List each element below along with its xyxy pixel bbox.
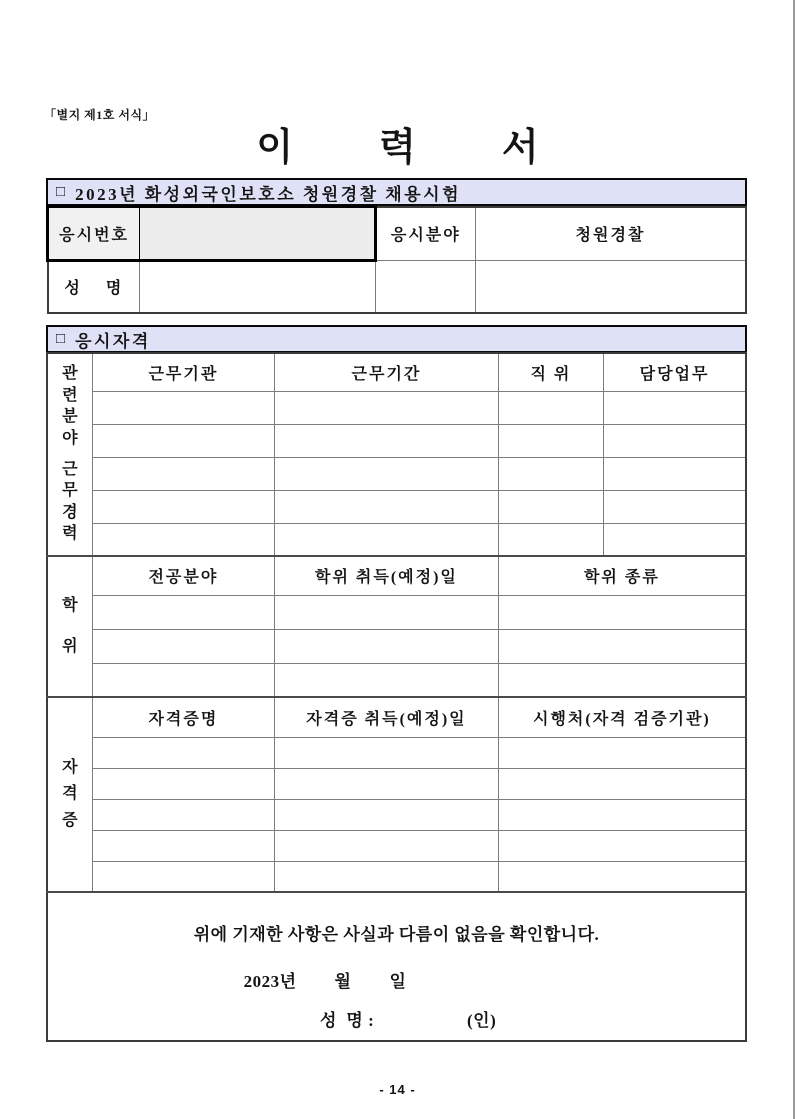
square-bullet-icon: □ bbox=[56, 330, 66, 347]
empty-cell bbox=[498, 391, 603, 424]
empty-cell bbox=[604, 490, 746, 523]
empty-cell bbox=[92, 391, 275, 424]
declaration-date-line: 2023년 월 일 bbox=[243, 972, 407, 991]
empty-cell bbox=[275, 799, 499, 830]
column-header: 학위 종류 bbox=[498, 556, 746, 595]
empty-row bbox=[47, 663, 746, 697]
qualifications-table bbox=[46, 352, 747, 1042]
empty-cell bbox=[92, 799, 275, 830]
empty-cell bbox=[498, 768, 746, 799]
empty-cell bbox=[498, 830, 746, 861]
empty-cell bbox=[275, 391, 499, 424]
section1-title: 2023년 화성외국인보호소 청원경찰 채용시험 bbox=[75, 184, 461, 204]
exam-field-label: 응시분야 bbox=[375, 207, 475, 261]
empty-cell bbox=[275, 523, 499, 556]
empty-cell bbox=[92, 595, 275, 629]
empty-row bbox=[47, 523, 746, 556]
empty-cell bbox=[475, 261, 746, 313]
degree-header-row bbox=[47, 556, 746, 595]
name-row bbox=[48, 261, 747, 313]
certificate-row-label bbox=[47, 697, 92, 892]
empty-row bbox=[47, 830, 746, 861]
degree-block bbox=[47, 556, 746, 697]
empty-cell bbox=[275, 663, 499, 697]
section1-header-bar bbox=[46, 178, 747, 206]
empty-cell bbox=[92, 663, 275, 697]
empty-cell bbox=[92, 861, 275, 892]
empty-cell bbox=[92, 523, 275, 556]
empty-cell bbox=[375, 261, 475, 313]
empty-cell bbox=[92, 737, 275, 768]
empty-cell bbox=[604, 391, 746, 424]
page-edge-line bbox=[793, 0, 795, 1119]
exam-number-input[interactable] bbox=[140, 207, 376, 261]
empty-cell bbox=[498, 737, 746, 768]
declaration-signature-line bbox=[48, 1006, 745, 1031]
seal-mark: (인) bbox=[467, 1011, 497, 1030]
empty-row bbox=[47, 391, 746, 424]
empty-cell bbox=[275, 490, 499, 523]
declaration-row bbox=[47, 892, 746, 1041]
empty-cell bbox=[498, 424, 603, 457]
empty-cell bbox=[604, 523, 746, 556]
column-header: 근무기간 bbox=[275, 353, 499, 391]
section2-header-bar bbox=[46, 325, 747, 353]
empty-cell bbox=[275, 768, 499, 799]
empty-cell bbox=[92, 490, 275, 523]
empty-row bbox=[47, 424, 746, 457]
column-header: 시행처(자격 검증기관) bbox=[498, 697, 746, 737]
empty-cell bbox=[604, 424, 746, 457]
declaration-cell bbox=[47, 892, 746, 1041]
exam-number-label: 응시번호 bbox=[48, 207, 140, 261]
exam-number-row bbox=[48, 207, 747, 261]
empty-cell bbox=[498, 629, 746, 663]
title-char: 이 bbox=[256, 127, 294, 169]
degree-row-label bbox=[47, 556, 92, 697]
work-experience-row-label bbox=[47, 353, 92, 556]
work-experience-block bbox=[47, 353, 746, 556]
empty-cell bbox=[275, 830, 499, 861]
exam-field-value: 청원경찰 bbox=[475, 207, 746, 261]
empty-row bbox=[47, 629, 746, 663]
empty-cell bbox=[604, 457, 746, 490]
empty-row bbox=[47, 490, 746, 523]
empty-cell bbox=[498, 663, 746, 697]
empty-cell bbox=[498, 799, 746, 830]
empty-cell bbox=[275, 424, 499, 457]
name-input bbox=[140, 261, 376, 313]
empty-cell bbox=[92, 629, 275, 663]
section2-title: 응시자격 bbox=[75, 331, 151, 351]
column-header: 자격증명 bbox=[92, 697, 275, 737]
empty-row bbox=[47, 737, 746, 768]
page-title bbox=[48, 116, 747, 171]
column-header: 직 위 bbox=[498, 353, 603, 391]
column-header: 전공분야 bbox=[92, 556, 275, 595]
row-label-text: 관 련 분 야 bbox=[62, 365, 78, 447]
declaration-statement: 위에 기재한 사항은 사실과 다름이 없음을 확인합니다. bbox=[193, 925, 600, 944]
empty-cell bbox=[92, 424, 275, 457]
signature-name-label: 성 명 : bbox=[320, 1011, 375, 1030]
empty-cell bbox=[498, 595, 746, 629]
column-header: 자격증 취득(예정)일 bbox=[275, 697, 499, 737]
empty-cell bbox=[92, 457, 275, 490]
empty-cell bbox=[275, 629, 499, 663]
empty-cell bbox=[498, 457, 603, 490]
empty-cell bbox=[92, 768, 275, 799]
section-exam-info bbox=[46, 178, 747, 314]
empty-row bbox=[47, 457, 746, 490]
exam-info-table bbox=[46, 205, 747, 314]
empty-cell bbox=[498, 861, 746, 892]
empty-row bbox=[47, 768, 746, 799]
row-label-text: 근 무 경 력 bbox=[62, 461, 78, 543]
declaration-block bbox=[47, 892, 746, 1041]
empty-cell bbox=[498, 490, 603, 523]
column-header: 담당업무 bbox=[604, 353, 746, 391]
empty-row bbox=[47, 595, 746, 629]
title-char: 서 bbox=[501, 127, 539, 169]
title-char: 력 bbox=[379, 127, 416, 169]
empty-row bbox=[47, 861, 746, 892]
page-number: - 14 - bbox=[379, 1082, 416, 1097]
row-label-gap bbox=[48, 448, 92, 461]
section-qualifications bbox=[46, 325, 747, 1042]
row-label-text: 학 위 bbox=[62, 597, 78, 655]
empty-cell bbox=[92, 830, 275, 861]
empty-cell bbox=[275, 861, 499, 892]
square-bullet-icon: □ bbox=[56, 183, 66, 200]
empty-cell bbox=[275, 737, 499, 768]
name-label: 성 명 bbox=[48, 261, 140, 313]
column-header: 학위 취득(예정)일 bbox=[275, 556, 499, 595]
column-header: 근무기관 bbox=[92, 353, 275, 391]
certificate-block bbox=[47, 697, 746, 892]
empty-row bbox=[47, 799, 746, 830]
empty-cell bbox=[275, 595, 499, 629]
row-label-text: 자 격 증 bbox=[62, 758, 78, 829]
work-header-row bbox=[47, 353, 746, 391]
corner-note: 「별지 제1호 서식」 bbox=[44, 108, 156, 122]
empty-cell bbox=[275, 457, 499, 490]
certificate-header-row bbox=[47, 697, 746, 737]
empty-cell bbox=[498, 523, 603, 556]
